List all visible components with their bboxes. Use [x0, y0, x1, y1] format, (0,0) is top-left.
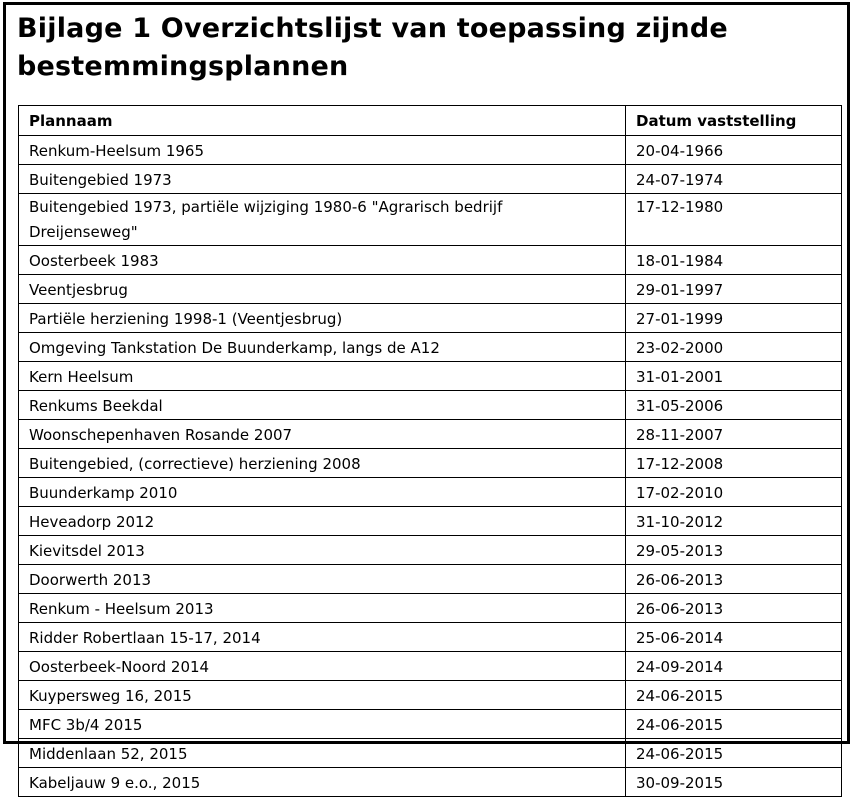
plan-name: Middenlaan 52, 2015: [19, 739, 626, 768]
plan-date: 24-06-2015: [626, 710, 842, 739]
plan-date: 28-11-2007: [626, 420, 842, 449]
table-row: [19, 623, 842, 652]
plan-date: 23-02-2000: [626, 333, 842, 362]
plan-name: Kern Heelsum: [19, 362, 626, 391]
table-row: [19, 165, 842, 194]
plan-name-line-2: Dreijenseweg": [29, 223, 138, 241]
plan-date: 20-04-1966: [626, 136, 842, 165]
table-row: [19, 565, 842, 594]
table-row: [19, 478, 842, 507]
table-row: [19, 739, 842, 768]
table-row: [19, 275, 842, 304]
plan-date: 17-12-2008: [626, 449, 842, 478]
plan-name: MFC 3b/4 2015: [19, 710, 626, 739]
table-row: [19, 420, 842, 449]
plan-name: Oosterbeek 1983: [19, 246, 626, 275]
plan-date: 26-06-2013: [626, 565, 842, 594]
table-row: [19, 507, 842, 536]
page-title: [17, 10, 837, 86]
plan-name: Doorwerth 2013: [19, 565, 626, 594]
plan-name: [19, 194, 626, 246]
table-row: [19, 194, 842, 246]
plan-date: 31-05-2006: [626, 391, 842, 420]
plan-name: Renkums Beekdal: [19, 391, 626, 420]
plan-name-line-1: Buitengebied 1973, partiële wijziging 1980-6 "Agrarisch bedrijf: [29, 198, 503, 216]
plan-date: 26-06-2013: [626, 594, 842, 623]
plan-date: 29-01-1997: [626, 275, 842, 304]
table-row: [19, 304, 842, 333]
plan-date: 24-09-2014: [626, 652, 842, 681]
table-row: [19, 652, 842, 681]
plan-name: Buunderkamp 2010: [19, 478, 626, 507]
plan-name: Woonschepenhaven Rosande 2007: [19, 420, 626, 449]
plan-name: Partiële herziening 1998-1 (Veentjesbrug): [19, 304, 626, 333]
plan-name: Ridder Robertlaan 15-17, 2014: [19, 623, 626, 652]
plans-table: [18, 105, 842, 797]
plan-date: 24-06-2015: [626, 681, 842, 710]
plan-date: 29-05-2013: [626, 536, 842, 565]
plan-name: Oosterbeek-Noord 2014: [19, 652, 626, 681]
plan-date: 24-07-1974: [626, 165, 842, 194]
table-row: [19, 710, 842, 739]
table-row: [19, 391, 842, 420]
plan-date: 31-01-2001: [626, 362, 842, 391]
table-row: [19, 362, 842, 391]
page-title-line-1: Bijlage 1 Overzichtslijst van toepassing zijnde: [17, 13, 728, 44]
plan-name: Buitengebied 1973: [19, 165, 626, 194]
plan-date: 27-01-1999: [626, 304, 842, 333]
plan-date: 25-06-2014: [626, 623, 842, 652]
table-row: [19, 594, 842, 623]
table-row: [19, 333, 842, 362]
plan-name: Omgeving Tankstation De Buunderkamp, langs de A12: [19, 333, 626, 362]
table-row: [19, 768, 842, 797]
plan-name: Renkum-Heelsum 1965: [19, 136, 626, 165]
plan-name: Kievitsdel 2013: [19, 536, 626, 565]
plan-date: 18-01-1984: [626, 246, 842, 275]
plan-date: 31-10-2012: [626, 507, 842, 536]
plan-name: Renkum - Heelsum 2013: [19, 594, 626, 623]
plan-name: Kabeljauw 9 e.o., 2015: [19, 768, 626, 797]
table-row: [19, 136, 842, 165]
plan-date: 30-09-2015: [626, 768, 842, 797]
plan-name: Heveadorp 2012: [19, 507, 626, 536]
table-row: [19, 246, 842, 275]
plan-date: 24-06-2015: [626, 739, 842, 768]
table-row: [19, 681, 842, 710]
plan-date: 17-02-2010: [626, 478, 842, 507]
plan-name: Kuypersweg 16, 2015: [19, 681, 626, 710]
page-title-line-2: bestemmingsplannen: [17, 51, 349, 82]
plan-date: 17-12-1980: [626, 194, 842, 246]
header-datum-vaststelling: Datum vaststelling: [626, 106, 842, 136]
header-plannaam: Plannaam: [19, 106, 626, 136]
table-row: [19, 449, 842, 478]
plan-name: Veentjesbrug: [19, 275, 626, 304]
table-header-row: [19, 106, 842, 136]
plan-name: Buitengebied, (correctieve) herziening 2008: [19, 449, 626, 478]
table-row: [19, 536, 842, 565]
